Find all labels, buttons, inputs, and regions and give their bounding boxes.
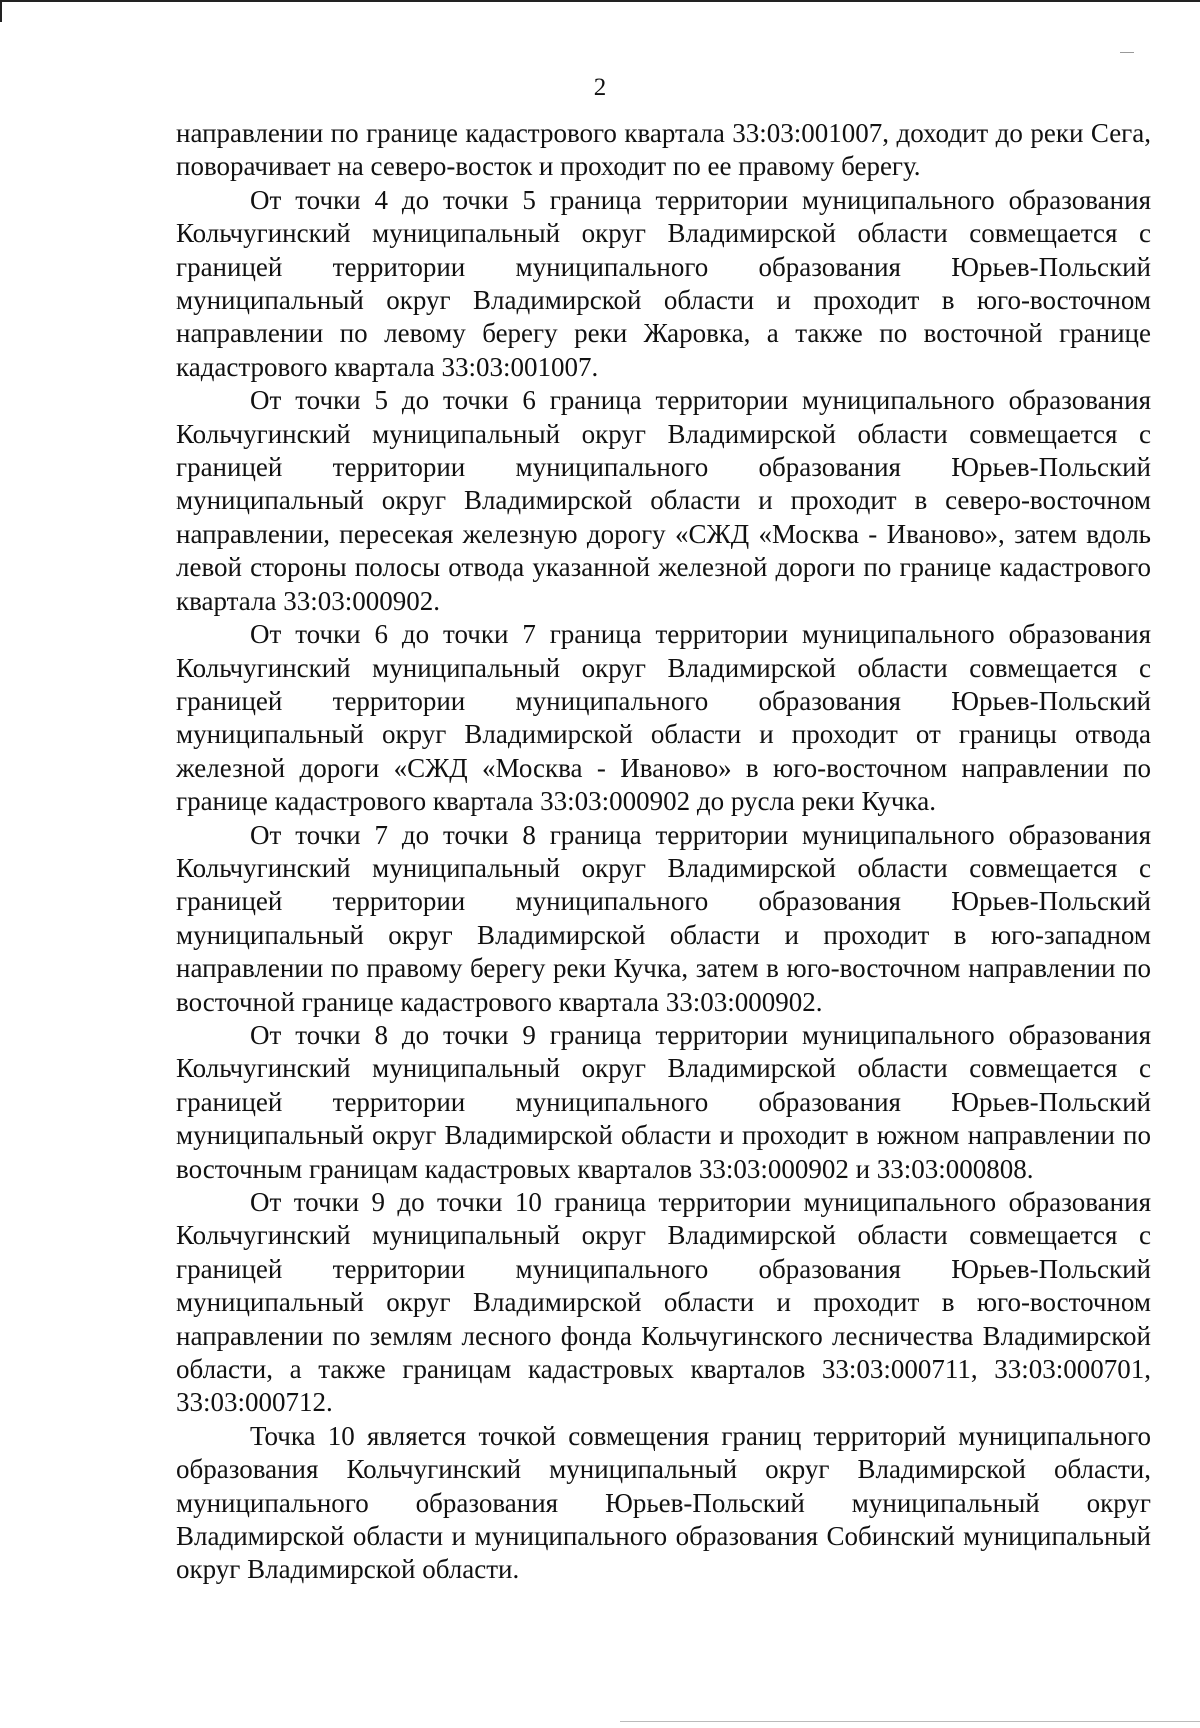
paragraph-point-10-junction: Точка 10 является точкой совмещения границ территорий муниципального образования Кольчугинский муниципальный округ Владимирской области, муниципального образования Юрьев-Польский муниципальный округ Владимирской области и муниципального образования Собинский муниципальный округ Владимирской области. [176,1420,1151,1585]
paragraph-point-6-7: От точки 6 до точки 7 граница территории муниципального образования Кольчугинский муниципальный округ Владимирской области совмещается с границей территории муниципального образования Юрьев-Польский муниципальный округ Владимирской области и проходит от границы отвода железной дороги «СЖД «Москва - Иваново» в юго-восточном направлении по границе кадастрового квартала 33:03:000902 до русла реки Кучка. [176,619,1151,817]
paragraph-point-7-8: От точки 7 до точки 8 граница территории муниципального образования Кольчугинский муниципальный округ Владимирской области совмещается с границей территории муниципального образования Юрьев-Польский муниципальный округ Владимирской области и проходит в юго-западном направлении по правому берегу реки Кучка, затем в юго-восточном направлении по восточной границе кадастрового квартала 33:03:000902. [176,819,1151,1017]
paragraph-point-5-6: От точки 5 до точки 6 граница территории муниципального образования Кольчугинский муниципальный округ Владимирской области совмещается с границей территории муниципального образования Юрьев-Польский муниципальный округ Владимирской области и проходит в северо-восточном направлении, пересекая железную дорогу «СЖД «Москва - Иваново», затем вдоль левой стороны полосы отвода указанной железной дороги по границе кадастрового квартала 33:03:000902. [176,385,1151,616]
paragraph-point-8-9: От точки 8 до точки 9 граница территории муниципального образования Кольчугинский муниципальный округ Владимирской области совмещается с границей территории муниципального образования Юрьев-Польский муниципальный округ Владимирской области и проходит в южном направлении по восточным границам кадастровых кварталов 33:03:000902 и 33:03:000808. [176,1019,1151,1184]
scan-border-top [0,0,1200,2]
scan-mark [1120,52,1134,53]
document-body [176,117,1151,1587]
page-number: 2 [593,74,607,101]
paragraph-point-9-10: От точки 9 до точки 10 граница территории муниципального образования Кольчугинский муниципальный округ Владимирской области совмещается с границей территории муниципального образования Юрьев-Польский муниципальный округ Владимирской области и проходит в юго-восточном направлении по землям лесного фонда Кольчугинского лесничества Владимирской области, а также границам кадастровых кварталов 33:03:000711, 33:03:000701, 33:03:000712. [176,1187,1151,1418]
scan-border-left [0,0,2,22]
paragraph-continuation: направлении по границе кадастрового квартала 33:03:001007, доходит до реки Сега, поворачивает на северо-восток и проходит по ее правому берегу. [176,118,1151,182]
paragraph-point-4-5: От точки 4 до точки 5 граница территории муниципального образования Кольчугинский муниципальный округ Владимирской области совмещается с границей территории муниципального образования Юрьев-Польский муниципальный округ Владимирской области и проходит в юго-восточном направлении по левому берегу реки Жаровка, а также по восточной границе кадастрового квартала 33:03:001007. [176,184,1151,382]
scan-border-bottom [620,1721,1200,1722]
